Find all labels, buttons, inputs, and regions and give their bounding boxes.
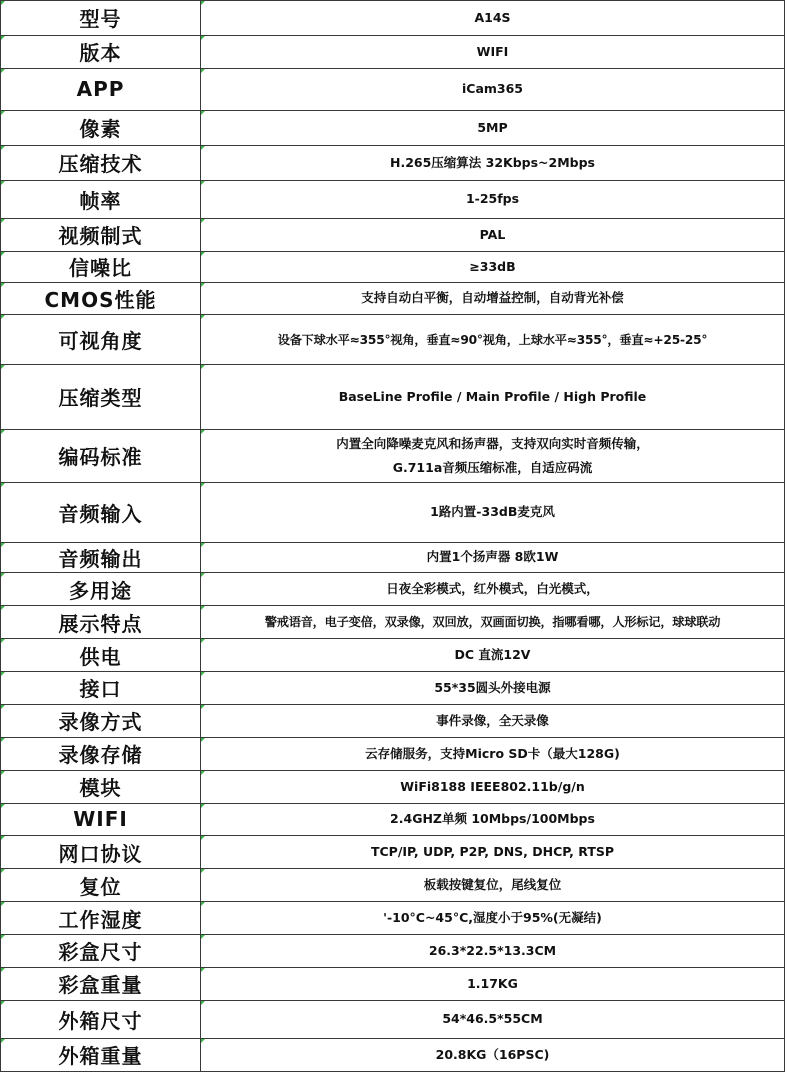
spec-row bbox=[1, 542, 785, 573]
spec-value bbox=[201, 542, 785, 573]
spec-row bbox=[1, 639, 785, 672]
spec-value bbox=[201, 218, 785, 251]
spec-value bbox=[201, 573, 785, 606]
spec-value bbox=[201, 1, 785, 36]
spec-value-line: A14S bbox=[474, 9, 511, 25]
spec-value bbox=[201, 836, 785, 869]
spec-value bbox=[201, 35, 785, 68]
spec-value-line: G.711a音频压缩标准，自适应码流 bbox=[392, 459, 593, 475]
spec-label: 信噪比 bbox=[1, 251, 201, 282]
spec-label: 外箱重量 bbox=[1, 1038, 201, 1071]
spec-row bbox=[1, 1000, 785, 1038]
spec-value-line: 54*46.5*55CM bbox=[442, 1011, 543, 1027]
spec-value bbox=[201, 315, 785, 364]
spec-value-line: WiFi8188 IEEE802.11b/g/n bbox=[400, 778, 585, 794]
spec-label: 工作湿度 bbox=[1, 902, 201, 935]
spec-row bbox=[1, 737, 785, 770]
spec-row bbox=[1, 218, 785, 251]
spec-row bbox=[1, 704, 785, 737]
spec-value bbox=[201, 68, 785, 110]
spec-row bbox=[1, 482, 785, 542]
spec-label: 压缩技术 bbox=[1, 145, 201, 180]
spec-value-line: iCam365 bbox=[461, 81, 523, 97]
spec-label: 录像存储 bbox=[1, 737, 201, 770]
spec-label: 型号 bbox=[1, 1, 201, 36]
spec-row bbox=[1, 180, 785, 218]
spec-value-line: 内置全向降噪麦克风和扬声器，支持双向实时音频传输， bbox=[336, 435, 649, 451]
spec-row bbox=[1, 282, 785, 315]
spec-value bbox=[201, 704, 785, 737]
spec-row bbox=[1, 573, 785, 606]
spec-value bbox=[201, 145, 785, 180]
spec-table-body bbox=[1, 1, 785, 1072]
spec-label: WIFI bbox=[1, 803, 201, 836]
spec-row bbox=[1, 364, 785, 429]
spec-value-line: ≥33dB bbox=[469, 258, 516, 274]
spec-label: 彩盒尺寸 bbox=[1, 935, 201, 968]
spec-value-line: DC 直流12V bbox=[454, 647, 531, 663]
spec-value-line: 20.8KG（16PSC) bbox=[435, 1046, 550, 1062]
spec-value bbox=[201, 110, 785, 145]
spec-value bbox=[201, 737, 785, 770]
spec-label: 版本 bbox=[1, 35, 201, 68]
spec-label: APP bbox=[1, 68, 201, 110]
spec-value bbox=[201, 902, 785, 935]
spec-value bbox=[201, 429, 785, 482]
spec-value bbox=[201, 282, 785, 315]
spec-row bbox=[1, 1, 785, 36]
spec-value-line: 事件录像，全天录像 bbox=[436, 712, 549, 728]
spec-row bbox=[1, 803, 785, 836]
spec-row bbox=[1, 110, 785, 145]
spec-value bbox=[201, 967, 785, 1000]
spec-value bbox=[201, 869, 785, 902]
spec-row bbox=[1, 935, 785, 968]
spec-label: CMOS性能 bbox=[1, 282, 201, 315]
spec-label: 模块 bbox=[1, 770, 201, 803]
spec-row bbox=[1, 68, 785, 110]
spec-label: 展示特点 bbox=[1, 606, 201, 639]
spec-row bbox=[1, 869, 785, 902]
spec-label: 多用途 bbox=[1, 573, 201, 606]
spec-row bbox=[1, 672, 785, 705]
spec-value bbox=[201, 482, 785, 542]
spec-label: 像素 bbox=[1, 110, 201, 145]
spec-value-line: 支持自动白平衡，自动增益控制，自动背光补偿 bbox=[361, 290, 624, 306]
spec-value-line: 1路内置-33dB麦克风 bbox=[430, 504, 555, 520]
spec-value-line: BaseLine Profile / Main Profile / High Profile bbox=[338, 388, 647, 404]
spec-value-line: 1.17KG bbox=[467, 975, 518, 991]
spec-value bbox=[201, 672, 785, 705]
spec-value-line: TCP/IP, UDP, P2P, DNS, DHCP, RTSP bbox=[370, 844, 615, 860]
spec-value bbox=[201, 364, 785, 429]
spec-value-line: 1-25fps bbox=[465, 191, 520, 207]
spec-label: 编码标准 bbox=[1, 429, 201, 482]
spec-label: 录像方式 bbox=[1, 704, 201, 737]
spec-value bbox=[201, 1038, 785, 1071]
spec-row bbox=[1, 35, 785, 68]
spec-row bbox=[1, 902, 785, 935]
spec-value-line: 55*35圆头外接电源 bbox=[434, 679, 551, 695]
spec-label: 彩盒重量 bbox=[1, 967, 201, 1000]
spec-label: 压缩类型 bbox=[1, 364, 201, 429]
spec-row bbox=[1, 967, 785, 1000]
spec-row bbox=[1, 836, 785, 869]
spec-value bbox=[201, 803, 785, 836]
spec-row bbox=[1, 606, 785, 639]
spec-value-line: 板载按键复位，尾线复位 bbox=[423, 877, 562, 893]
spec-row bbox=[1, 770, 785, 803]
spec-value bbox=[201, 251, 785, 282]
spec-row bbox=[1, 145, 785, 180]
spec-value bbox=[201, 606, 785, 639]
spec-label: 供电 bbox=[1, 639, 201, 672]
spec-row bbox=[1, 429, 785, 482]
spec-value bbox=[201, 180, 785, 218]
spec-value-line: 云存储服务，支持Micro SD卡（最大128G) bbox=[365, 745, 620, 761]
spec-value-line: 警戒语音，电子变倍，双录像，双回放，双画面切换，指哪看哪，人形标记，球球联动 bbox=[264, 615, 721, 630]
spec-row bbox=[1, 251, 785, 282]
spec-value-line: 设备下球水平≈355°视角，垂直≈90°视角，上球水平≈355°，垂直≈+25-25° bbox=[277, 332, 708, 347]
spec-label: 接口 bbox=[1, 672, 201, 705]
spec-value-line: 内置1个扬声器 8欧1W bbox=[426, 549, 559, 565]
spec-value bbox=[201, 639, 785, 672]
spec-label: 复位 bbox=[1, 869, 201, 902]
spec-row bbox=[1, 315, 785, 364]
spec-value-line: 26.3*22.5*13.3CM bbox=[428, 942, 557, 958]
spec-value-line: PAL bbox=[479, 226, 506, 242]
spec-row bbox=[1, 1038, 785, 1071]
spec-value-line: 日夜全彩模式，红外模式，白光模式， bbox=[386, 581, 599, 597]
spec-label: 可视角度 bbox=[1, 315, 201, 364]
spec-value-line: 5MP bbox=[477, 119, 508, 135]
spec-value-line: 2.4GHZ单频 10Mbps/100Mbps bbox=[390, 811, 595, 827]
spec-value-line: H.265压缩算法 32Kbps~2Mbps bbox=[389, 154, 596, 170]
spec-label: 网口协议 bbox=[1, 836, 201, 869]
spec-label: 帧率 bbox=[1, 180, 201, 218]
spec-value bbox=[201, 770, 785, 803]
spec-label: 音频输出 bbox=[1, 542, 201, 573]
spec-label: 音频输入 bbox=[1, 482, 201, 542]
spec-value-line: WIFI bbox=[476, 43, 509, 59]
spec-value bbox=[201, 1000, 785, 1038]
spec-label: 视频制式 bbox=[1, 218, 201, 251]
spec-value bbox=[201, 935, 785, 968]
spec-label: 外箱尺寸 bbox=[1, 1000, 201, 1038]
spec-value-line: '-10°C~45°C,湿度小于95%(无凝结) bbox=[383, 910, 602, 926]
